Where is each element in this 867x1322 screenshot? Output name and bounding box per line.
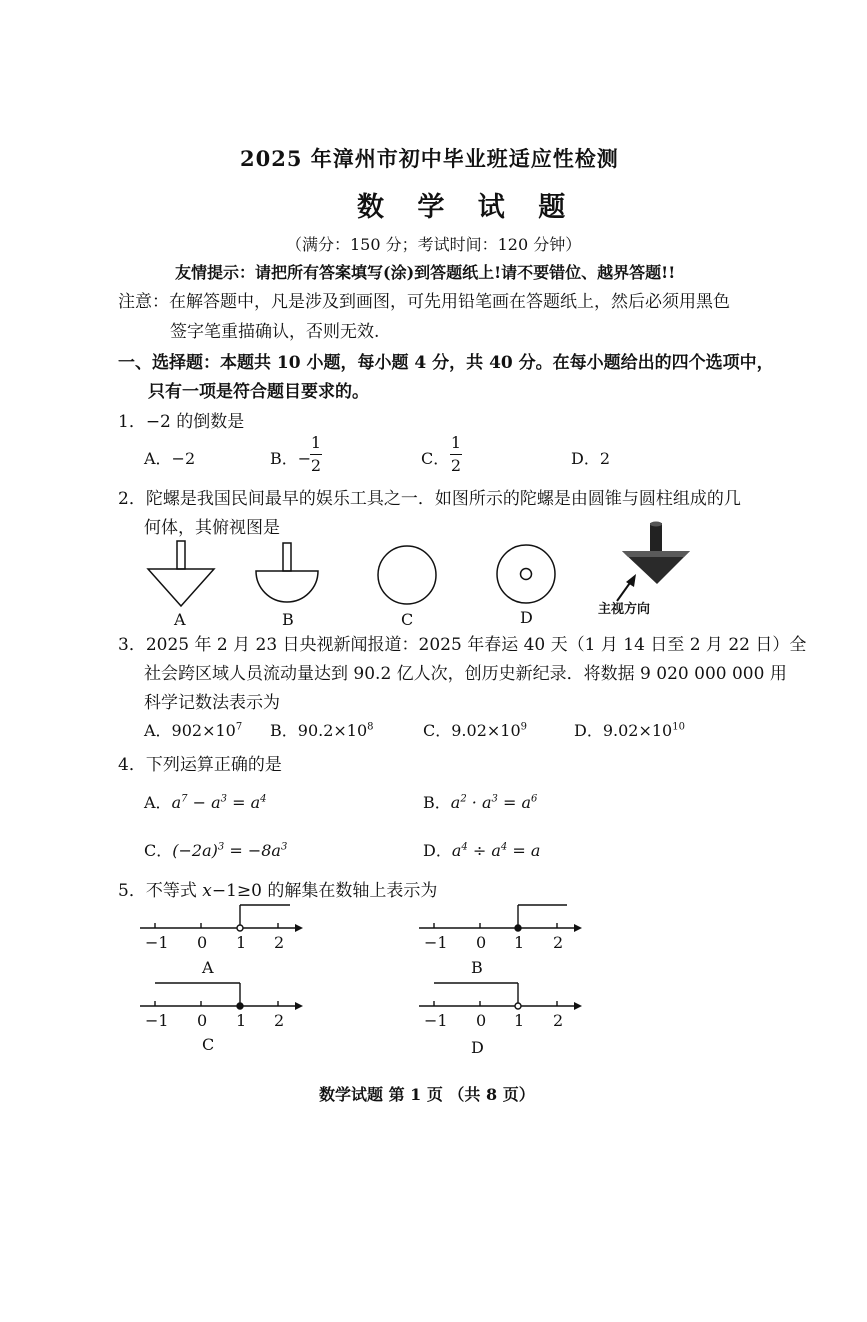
q3-option-b-base: B．90.2×10 bbox=[270, 721, 368, 740]
spinning-top-picture bbox=[622, 522, 690, 585]
q3-option-d bbox=[574, 718, 685, 741]
q1-option-d: D．2 bbox=[571, 449, 611, 468]
q5-a-tick-2: 2 bbox=[274, 933, 285, 952]
q5-stem-pre: 5．不等式 bbox=[118, 881, 203, 901]
q5-b-tick-neg1: −1 bbox=[424, 933, 448, 952]
q5-numberline-b bbox=[419, 905, 582, 932]
exam-title: 2025 年漳州市初中毕业班适应性检测 bbox=[240, 146, 619, 171]
q2-label-a: A bbox=[174, 610, 186, 629]
fraction-denominator: 2 bbox=[310, 456, 322, 475]
q5-label-b: B bbox=[471, 958, 483, 977]
q5-d-tick-0: 0 bbox=[476, 1011, 487, 1030]
q5-d-tick-2: 2 bbox=[553, 1011, 564, 1030]
q4-option-d bbox=[423, 838, 540, 861]
note-line1: 注意：在解答题中，凡是涉及到画图，可先用铅笔画在答题纸上，然后必须用黑色 bbox=[118, 292, 730, 312]
q5-label-a: A bbox=[202, 958, 214, 977]
q4-option-a-label: A． bbox=[144, 793, 172, 812]
q5-b-tick-1: 1 bbox=[514, 933, 525, 952]
q3-option-a-exp: 7 bbox=[235, 721, 243, 733]
q4-option-b-expr: $a^2 \cdot a^3 = a^6$ bbox=[450, 793, 538, 812]
q2-line2: 何体，其俯视图是 bbox=[144, 518, 280, 538]
q3-option-c bbox=[423, 718, 527, 741]
q4-option-a-expr: $a^7 - a^3 = a^4$ bbox=[171, 793, 267, 812]
q3-option-b bbox=[270, 718, 374, 741]
q5-a-tick-1: 1 bbox=[236, 933, 247, 952]
fraction-numerator: 1 bbox=[310, 433, 322, 452]
note-line2: 签字笔重描确认，否则无效. bbox=[170, 322, 380, 342]
q3-option-a bbox=[144, 718, 242, 741]
fraction-numerator: 1 bbox=[450, 433, 462, 452]
q5-stem-variable: x bbox=[202, 881, 212, 901]
exam-info: （满分：150 分；考试时间：120 分钟） bbox=[286, 235, 582, 254]
q5-label-c: C bbox=[202, 1035, 215, 1054]
view-direction-arrow bbox=[617, 574, 636, 601]
q2-line1: 2．陀螺是我国民间最早的娱乐工具之一．如图所示的陀螺是由圆锥与圆柱组成的几 bbox=[118, 489, 741, 509]
q3-option-c-base: C．9.02×10 bbox=[423, 721, 521, 740]
section1-line1: 一、选择题：本题共 10 小题，每小题 4 分，共 40 分。在每小题给出的四个选项中， bbox=[118, 353, 774, 373]
q2-figure-c bbox=[378, 546, 436, 604]
fraction-denominator: 2 bbox=[450, 456, 462, 475]
page-footer: 数学试题 第 1 页 （共 8 页） bbox=[319, 1085, 535, 1104]
q3-line3: 科学记数法表示为 bbox=[144, 693, 280, 713]
q2-label-b: B bbox=[282, 610, 294, 629]
q3-option-c-exp: 9 bbox=[520, 721, 528, 733]
q5-c-tick-1: 1 bbox=[236, 1011, 247, 1030]
q3-option-d-base: D．9.02×10 bbox=[574, 721, 673, 740]
q3-option-b-exp: 8 bbox=[367, 721, 374, 733]
q4-option-d-expr: $a^4 \div a^4 = a$ bbox=[451, 841, 541, 860]
q3-option-a-base: A．902×10 bbox=[144, 721, 236, 740]
q5-numberline-c bbox=[140, 983, 303, 1010]
q5-a-tick-neg1: −1 bbox=[145, 933, 169, 952]
q2-figure-d bbox=[497, 545, 555, 603]
q4-option-a bbox=[144, 790, 266, 813]
q3-option-d-exp: 10 bbox=[672, 721, 685, 733]
q2-figure-b bbox=[256, 543, 318, 602]
q5-stem bbox=[118, 876, 437, 901]
q3-line2: 社会跨区域人员流动量达到 90.2 亿人次，创历史新纪录．将数据 9 020 000 000 用 bbox=[144, 664, 787, 684]
q5-c-tick-0: 0 bbox=[197, 1011, 208, 1030]
q4-option-c-label: C． bbox=[144, 841, 173, 860]
q4-option-b bbox=[423, 790, 537, 813]
q4-option-c bbox=[144, 838, 287, 861]
q4-option-c-expr: $(-2a)^3 = -8a^3$ bbox=[172, 841, 288, 860]
view-direction-label: 主视方向 bbox=[598, 602, 651, 617]
q5-d-tick-neg1: −1 bbox=[424, 1011, 448, 1030]
q5-numberline-d bbox=[419, 983, 582, 1010]
q5-a-tick-0: 0 bbox=[197, 933, 208, 952]
q5-d-tick-1: 1 bbox=[514, 1011, 525, 1030]
section1-line2: 只有一项是符合题目要求的。 bbox=[148, 382, 369, 402]
q2-figure-a bbox=[148, 541, 214, 606]
q3-line1: 3．2025 年 2 月 23 日央视新闻报道：2025 年春运 40 天（1 月 14 日至 2 月 22 日）全 bbox=[118, 635, 807, 655]
q1-option-a: A．−2 bbox=[144, 449, 196, 468]
q5-c-tick-neg1: −1 bbox=[145, 1011, 169, 1030]
q1-option-c-label: C． bbox=[421, 449, 450, 468]
q5-b-tick-2: 2 bbox=[553, 933, 564, 952]
subject-title: 数 学 试 题 bbox=[357, 192, 578, 223]
q4-stem: 4．下列运算正确的是 bbox=[118, 755, 282, 775]
q1-stem: 1．−2 的倒数是 bbox=[118, 412, 245, 432]
q2-label-d: D bbox=[520, 608, 533, 627]
q2-label-c: C bbox=[401, 610, 414, 629]
q5-stem-post: −1≥0 的解集在数轴上表示为 bbox=[211, 881, 438, 901]
friendly-tip: 友情提示：请把所有答案填写(涂)到答题纸上!请不要错位、越界答题!! bbox=[175, 263, 676, 282]
q5-b-tick-0: 0 bbox=[476, 933, 487, 952]
q4-option-d-label: D． bbox=[423, 841, 452, 860]
q5-numberline-a bbox=[140, 905, 303, 932]
q1-option-b-label: B．− bbox=[270, 449, 312, 468]
q5-c-tick-2: 2 bbox=[274, 1011, 285, 1030]
q5-label-d: D bbox=[471, 1038, 484, 1057]
q4-option-b-label: B． bbox=[423, 793, 451, 812]
